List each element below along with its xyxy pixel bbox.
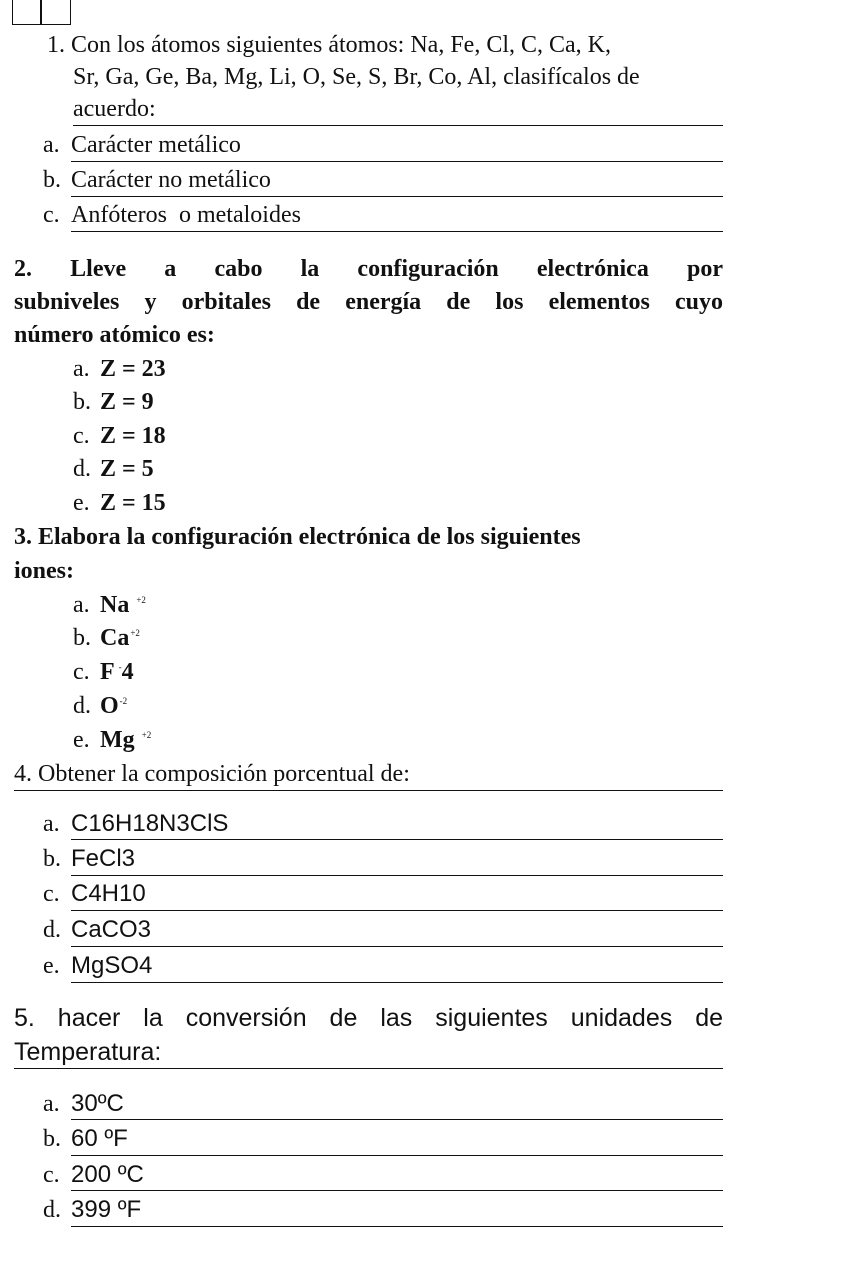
ion-symbol: Ca: [100, 625, 130, 651]
q2-item-e-text: Z = 15: [100, 490, 166, 516]
underline: [71, 231, 723, 232]
q4-item-b-letter: b.: [43, 846, 61, 872]
ion-symbol: F: [100, 659, 115, 685]
q2-item-a-letter: a.: [73, 356, 90, 382]
underline: [14, 790, 723, 791]
q2-item-e-letter: e.: [73, 490, 90, 516]
q3-item-a-ion: [100, 592, 146, 619]
ion-suffix: 4: [121, 659, 134, 685]
question-2-line-3: número atómico es:: [14, 322, 215, 348]
ion-charge: -2: [119, 696, 128, 706]
q2-item-d-text: Z = 5: [100, 456, 154, 482]
q1-item-c-letter: c.: [43, 202, 60, 228]
underline: [71, 982, 723, 983]
underline: [71, 1190, 723, 1191]
q2-item-d-letter: d.: [73, 456, 91, 482]
question-1-line-2: Sr, Ga, Ge, Ba, Mg, Li, O, Se, S, Br, Co, Al, clasifícalos de: [73, 64, 640, 90]
q5-item-a-text: 30ºC: [71, 1090, 124, 1117]
q2-item-b-text: Z = 9: [100, 389, 154, 415]
q3-item-d-letter: d.: [73, 693, 91, 719]
ion-charge: +2: [136, 595, 146, 605]
ion-charge: -: [118, 662, 122, 672]
q4-item-b-text: FeCl3: [71, 845, 136, 872]
q4-item-d-letter: d.: [43, 917, 61, 943]
q2-item-c-text: Z = 18: [100, 423, 166, 449]
question-2-line-1: 2. Lleve a cabo la configuración electrónica por: [14, 256, 723, 282]
q3-item-c-ion: [100, 659, 134, 686]
q5-item-a-letter: a.: [43, 1091, 60, 1117]
question-2-line-2: subniveles y orbitales de energía de los elementos cuyo: [14, 289, 723, 315]
question-5-line-1: 5. hacer la conversión de las siguientes unidades de: [14, 1004, 723, 1032]
q3-item-b-letter: b.: [73, 625, 91, 651]
ion-symbol: Mg: [100, 727, 135, 753]
q1-item-a-letter: a.: [43, 132, 60, 158]
q4-item-a-text: C16H18N3ClS: [71, 810, 229, 837]
q3-item-b-ion: [100, 625, 140, 652]
underline: [14, 1068, 723, 1069]
underline: [71, 946, 723, 947]
q1-item-a-text: Carácter metálico: [71, 132, 241, 158]
question-1-line-3: acuerdo:: [73, 96, 156, 122]
q1-item-b-letter: b.: [43, 167, 61, 193]
q5-item-d-text: 399 ºF: [71, 1196, 142, 1223]
q4-item-e-letter: e.: [43, 953, 60, 979]
q4-item-e-text: MgSO4: [71, 952, 153, 979]
q3-item-a-letter: a.: [73, 592, 90, 618]
ion-symbol: O: [100, 693, 119, 719]
q5-item-b-text: 60 ºF: [71, 1125, 128, 1152]
question-5-line-2: Temperatura:: [14, 1038, 162, 1066]
underline: [71, 839, 723, 840]
ion-charge: +2: [141, 730, 152, 740]
question-4-title: 4. Obtener la composición porcentual de:: [14, 761, 410, 787]
question-1-line-1: 1. Con los átomos siguientes átomos: Na, Fe, Cl, C, Ca, K,: [47, 32, 611, 58]
q5-item-b-letter: b.: [43, 1126, 61, 1152]
q2-item-a-text: Z = 23: [100, 356, 166, 382]
underline: [71, 196, 723, 197]
q4-item-c-letter: c.: [43, 881, 60, 907]
underline: [71, 875, 723, 876]
ion-symbol: Na: [100, 592, 130, 618]
q4-item-a-letter: a.: [43, 811, 60, 837]
q5-item-c-text: 200 ºC: [71, 1161, 144, 1188]
q1-item-b-text: Carácter no metálico: [71, 167, 271, 193]
q4-item-d-text: CaCO3: [71, 916, 152, 943]
underline: [71, 161, 723, 162]
q4-item-c-text: C4H10: [71, 880, 146, 907]
question-3-line-1: 3. Elabora la configuración electrónica de los siguientes: [14, 524, 581, 550]
q1-item-c-text: Anfóteros o metaloides: [71, 202, 301, 228]
table-cell-box: [12, 0, 42, 25]
table-cell-box: [40, 0, 71, 25]
underline: [71, 1226, 723, 1227]
q3-item-e-ion: [100, 727, 151, 754]
underline: [71, 910, 723, 911]
ion-charge: +2: [130, 628, 140, 638]
q3-item-e-letter: e.: [73, 727, 90, 753]
q2-item-b-letter: b.: [73, 389, 91, 415]
q2-item-c-letter: c.: [73, 423, 90, 449]
q5-item-c-letter: c.: [43, 1162, 60, 1188]
q5-item-d-letter: d.: [43, 1197, 61, 1223]
question-3-line-2: iones:: [14, 558, 74, 584]
underline: [71, 1119, 723, 1120]
q3-item-c-letter: c.: [73, 659, 90, 685]
underline: [73, 125, 723, 126]
q3-item-d-ion: [100, 693, 127, 720]
underline: [71, 1155, 723, 1156]
